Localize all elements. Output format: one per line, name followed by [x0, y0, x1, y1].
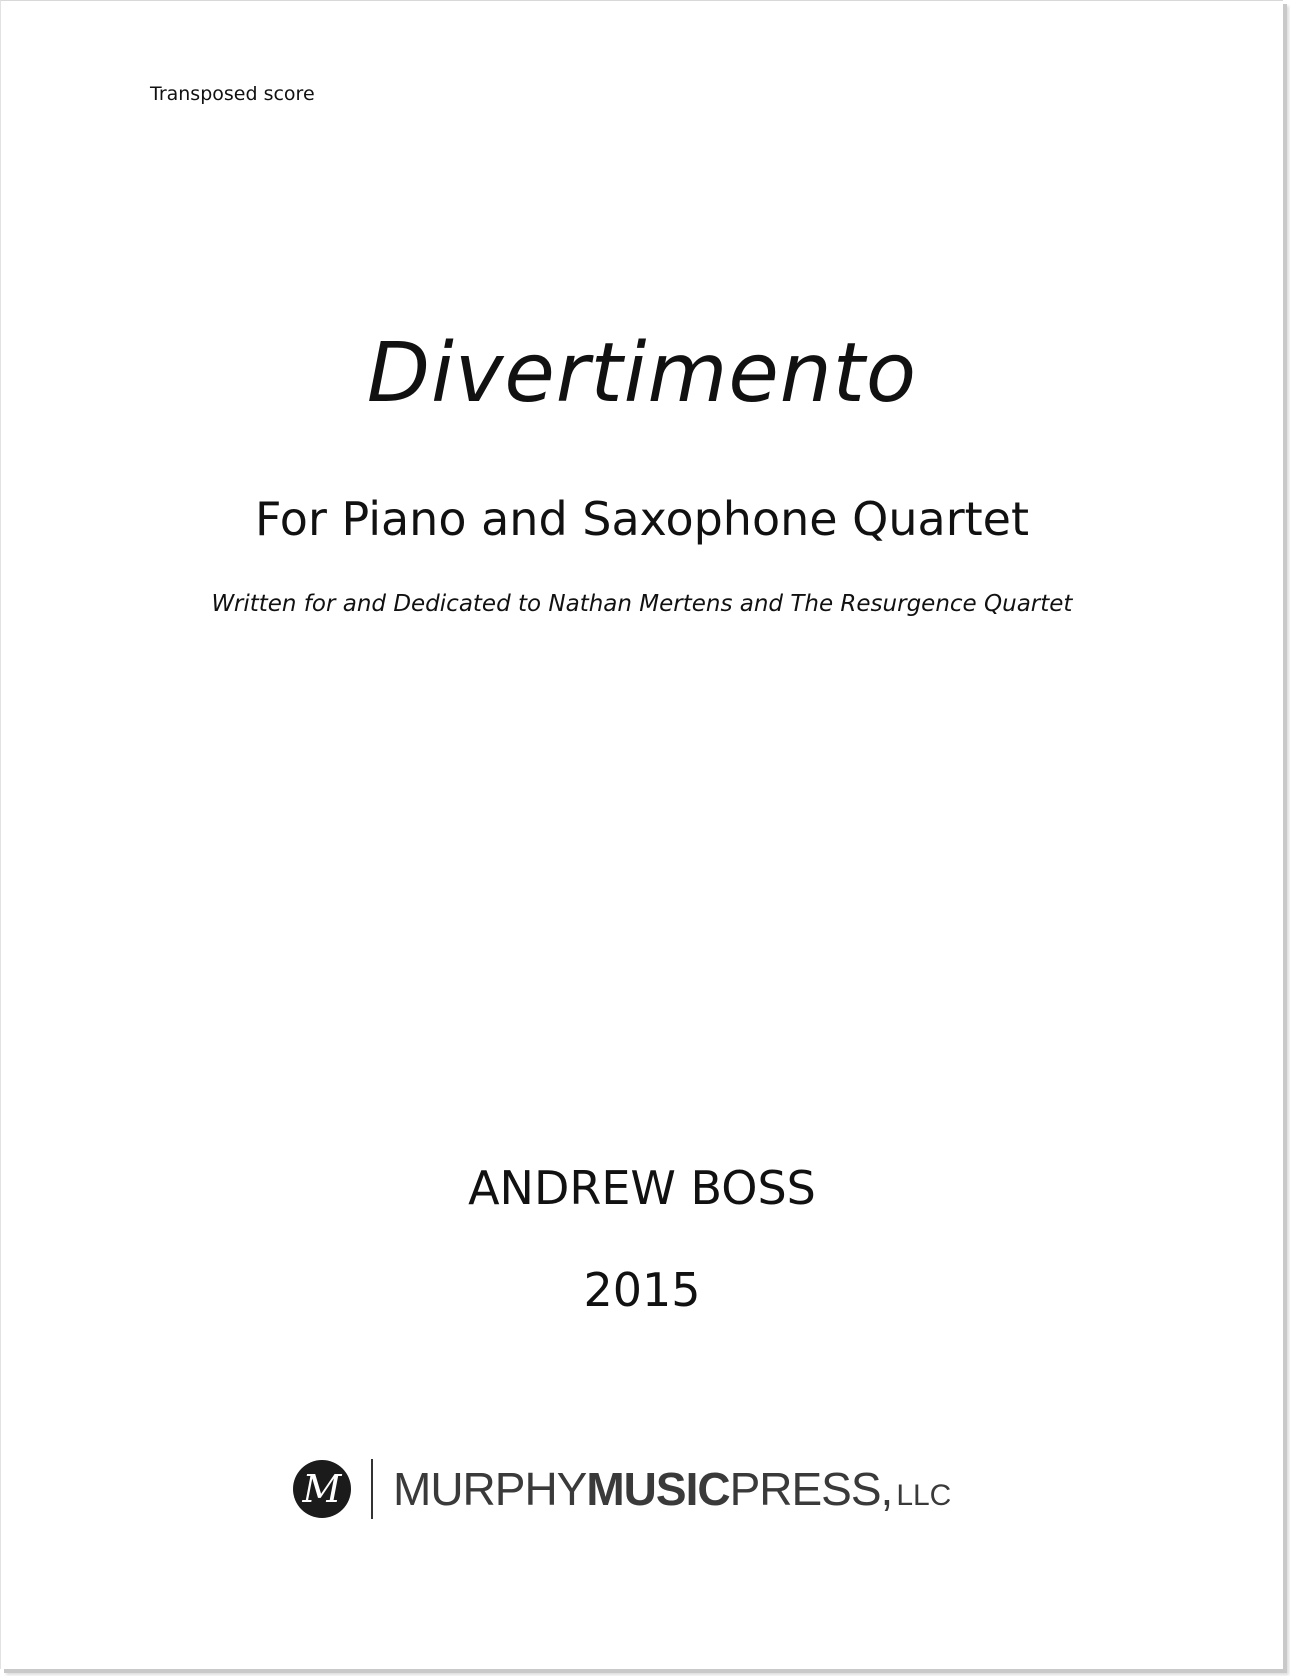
publisher-name-part1: MURPHY — [393, 1463, 587, 1515]
monogram-logo-icon — [293, 1460, 351, 1518]
publisher-name-part2: MUSIC — [586, 1463, 730, 1515]
composition-year: 2015 — [583, 1263, 701, 1317]
composer-name: ANDREW BOSS — [468, 1161, 816, 1215]
publisher-name-part3: PRESS, — [729, 1463, 893, 1515]
publisher-suffix: LLC — [896, 1479, 952, 1512]
publisher-name — [393, 1463, 952, 1515]
monogram-letter: M — [302, 1467, 342, 1511]
work-title: Divertimento — [366, 326, 918, 421]
logo-divider — [371, 1459, 373, 1519]
instrumentation-subtitle: For Piano and Saxophone Quartet — [254, 492, 1030, 546]
dedication-line: Written for and Dedicated to Nathan Mertens and The Resurgence Quartet — [211, 591, 1073, 617]
transposed-score-note: Transposed score — [150, 83, 315, 105]
publisher-logo — [293, 1458, 951, 1520]
